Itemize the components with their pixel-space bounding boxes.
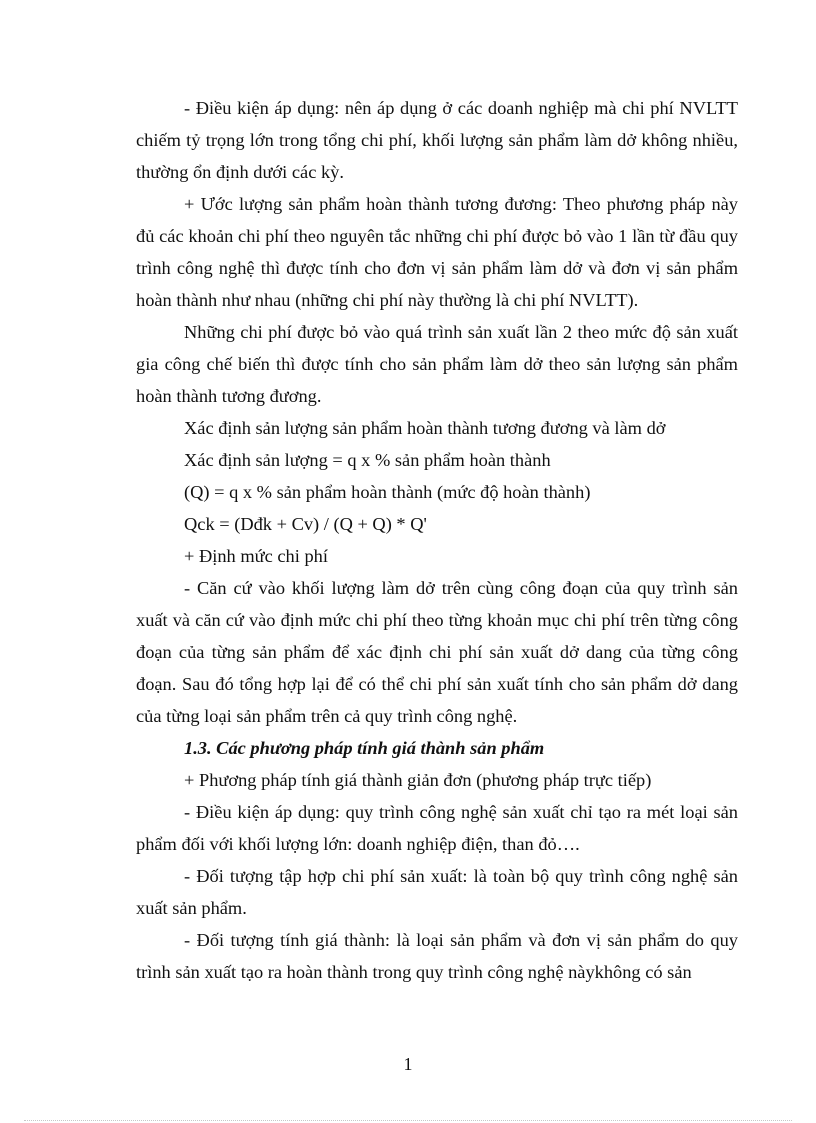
paragraph-application-conditions: - Điều kiện áp dụng: nên áp dụng ở các doanh nghiệp mà chi phí NVLTT chiếm tỷ trọng lớn trong tổng chi phí, khối lượng sản phẩm làm dở không nhiều, thường ổn định dưới các kỳ. xyxy=(136,98,738,182)
paragraph-costing-object: - Đối tượng tính giá thành: là loại sản phẩm và đơn vị sản phẩm do quy trình sản xuất tạo ra hoàn thành trong quy trình công nghệ nàykhông có sản xyxy=(136,930,738,982)
paragraph-simple-conditions: - Điều kiện áp dụng: quy trình công nghệ sản xuất chỉ tạo ra mét loại sản phẩm đối với khối lượng lớn: doanh nghiệp điện, than đỏ…. xyxy=(136,802,738,854)
formula-qck: Qck = (Dđk + Cv) / (Q + Q) * Q' xyxy=(184,514,427,534)
paragraph-second-stage-costs: Những chi phí được bỏ vào quá trình sản xuất lần 2 theo mức độ sản xuất gia công chế biến thì được tính cho sản phẩm làm dở theo sản lượng sản phẩm hoàn thành tương đương. xyxy=(136,322,738,406)
formula-output: Xác định sản lượng = q x % sản phẩm hoàn thành xyxy=(184,450,551,470)
paragraph-equivalent-estimate: + Ước lượng sản phẩm hoàn thành tương đương: Theo phương pháp này đủ các khoản chi phí theo nguyên tắc những chi phí được bỏ vào 1 lần từ đầu quy trình công nghệ thì được tính cho đơn vị sản phẩm làm dở và đơn vị sản phẩm hoàn thành như nhau (những chi phí này thường là chi phí NVLTT). xyxy=(136,194,738,310)
paragraph-cost-norm: + Định mức chi phí xyxy=(184,546,328,566)
section-heading-1-3: 1.3. Các phương pháp tính giá thành sản phẩm xyxy=(184,738,545,758)
page-bottom-divider xyxy=(24,1120,792,1121)
page-number: 1 xyxy=(403,1054,413,1074)
page-body xyxy=(136,92,738,988)
paragraph-cost-object: - Đối tượng tập hợp chi phí sản xuất: là toàn bộ quy trình công nghệ sản xuất sản phẩm. xyxy=(136,866,738,918)
paragraph-simple-method: + Phương pháp tính giá thành giản đơn (phương pháp trực tiếp) xyxy=(184,770,652,790)
paragraph-determine-equivalent: Xác định sản lượng sản phẩm hoàn thành tương đương và làm dở xyxy=(184,418,666,438)
paragraph-cost-norm-basis: - Căn cứ vào khối lượng làm dở trên cùng công đoạn của quy trình sản xuất và căn cứ vào định mức chi phí theo từng khoản mục chi phí trên từng công đoạn của từng sản phẩm để xác định chi phí sản xuất dở dang của từng công đoạn. Sau đó tổng hợp lại để có thể chi phí sản xuất tính cho sản phẩm dở dang của từng loại sản phẩm trên cả quy trình công nghệ. xyxy=(136,578,738,726)
formula-q: (Q) = q x % sản phẩm hoàn thành (mức độ hoàn thành) xyxy=(184,482,591,502)
